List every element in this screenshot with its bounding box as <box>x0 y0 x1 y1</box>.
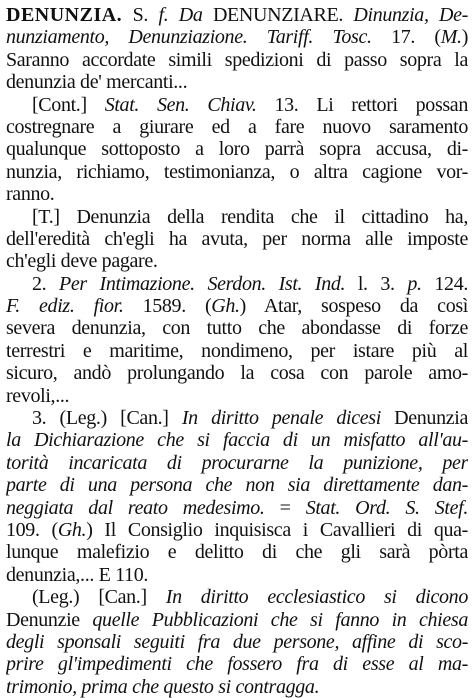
italic-text: degli sponsali seguiti fra due persone, affine di sco- <box>6 630 468 653</box>
roman-text: Denunzia <box>380 407 468 430</box>
headword: DENUNZIA. <box>6 4 123 26</box>
italic-text: Stat. Sen. Chiav. <box>104 93 257 116</box>
roman-text: Denunzie <box>6 608 93 631</box>
entry-line <box>6 71 468 93</box>
italic-text: prire gl'impedimenti che fossero fra di esse al ma- <box>6 653 468 676</box>
roman-text: sicuro, andò prolungando la cosa con parole amo- <box>6 362 468 385</box>
roman-text: denunzia de' mercanti... <box>6 71 188 94</box>
italic-text: trimonio, prima che questo si <box>6 675 231 698</box>
roman-text: S. <box>122 4 159 26</box>
entry-line <box>6 519 468 541</box>
roman-text: terrestri e maritime, nondimeno, per istare più al <box>6 339 468 362</box>
entry-line <box>6 474 468 496</box>
italic-text: p. <box>407 272 422 295</box>
italic-text: Gh. <box>211 295 240 318</box>
roman-text: ) Il Consiglio inquisisca i Cavallieri di qua- <box>86 518 468 541</box>
dictionary-entry-denunzia <box>6 4 468 698</box>
roman-text: qualunque sottoposto a loro parrà sopra accusa, di- <box>6 138 468 161</box>
italic-text: parte di una persona che non sia direttamente dan- <box>6 474 468 497</box>
italic-text: Gh. <box>57 518 87 541</box>
roman-text: lunque malefizio e delitto di che gli sarà pòrta <box>6 541 468 564</box>
entry-line <box>6 541 468 563</box>
italic-text: Dinunzia, De- <box>353 4 468 26</box>
roman-text: (Leg.) [Can.] <box>32 586 166 609</box>
italic-text: F. ediz. fior. <box>6 295 124 318</box>
entry-line <box>6 26 468 48</box>
entry-line <box>6 295 468 317</box>
italic-text: quelle Pubblicazioni che si fanno in chiesa <box>92 608 468 631</box>
italic-text: In diritto penale dicesi <box>181 407 381 430</box>
roman-text: 2. <box>32 272 59 295</box>
entry-line <box>6 385 468 407</box>
entry-line <box>6 228 468 250</box>
entry-line <box>6 94 468 116</box>
italic-text: Per Intimazione. Serdon. Ist. Ind. <box>59 272 346 295</box>
roman-text: denunzia,... E 110. <box>6 563 149 586</box>
italic-text: neggiata dal reato medesimo. <box>6 496 265 519</box>
entry-line <box>6 49 468 71</box>
roman-text: DENUNZIARE. <box>202 4 354 26</box>
entry-line <box>6 340 468 362</box>
roman-text: [Cont.] <box>32 93 105 116</box>
roman-text: ) <box>461 26 468 49</box>
roman-text: 1589. ( <box>123 295 212 318</box>
italic-text: torità incaricata di procurarne la punizione, per <box>6 451 468 474</box>
entry-line <box>6 273 468 295</box>
roman-text: 109. ( <box>6 518 58 541</box>
roman-text: dell'eredità ch'egli ha avuta, per norma alle imposte <box>6 227 468 250</box>
roman-text: 17. ( <box>371 26 441 49</box>
roman-text: = <box>264 496 306 519</box>
entry-line <box>6 317 468 339</box>
entry-line <box>6 250 468 272</box>
italic-text: contragga. <box>235 675 320 698</box>
entry-line <box>6 497 468 519</box>
roman-text: 13. Li rettori possan <box>256 93 468 116</box>
entry-line <box>6 564 468 586</box>
italic-text: nunziamento, Denunziazione. Tariff. Tosc. <box>6 26 372 49</box>
roman-text: 124. <box>421 272 468 295</box>
roman-text: l. 3. <box>345 272 408 295</box>
entry-line <box>6 653 468 675</box>
entry-line <box>6 161 468 183</box>
roman-text: [T.] Denunzia della rendita che il cittadino ha, <box>32 205 468 228</box>
italic-text: Stat. Ord. S. Stef. <box>305 496 468 519</box>
italic-text: In diritto ecclesiastico si dicono <box>165 586 468 609</box>
roman-text: 3. (Leg.) [Can.] <box>32 407 182 430</box>
entry-line <box>6 206 468 228</box>
italic-text: f. Da <box>158 4 203 26</box>
entry-line <box>6 631 468 653</box>
roman-text: severa denunzia, con tutto che abondasse di forze <box>6 317 468 340</box>
entry-line <box>6 609 468 631</box>
entry-line <box>6 452 468 474</box>
entry-line <box>6 362 468 384</box>
roman-text: ranno. <box>6 183 55 206</box>
roman-text: revoli,... <box>6 384 70 407</box>
entry-line <box>6 407 468 429</box>
entry-line <box>6 183 468 205</box>
roman-text: costregnare a giurare ed a fare nuovo saramento <box>6 115 468 138</box>
roman-text: Saranno accordate simili spedizioni di passo sopra la <box>6 48 468 71</box>
entry-line <box>6 4 468 26</box>
roman-text: nunzia, richiamo, testimonianza, o altra cagione vor- <box>6 160 468 183</box>
roman-text: ch'egli deve pagare. <box>6 250 158 273</box>
italic-text: M. <box>440 26 462 49</box>
italic-text: la Dichiarazione che si faccia di un misfatto all'au- <box>6 429 468 452</box>
entry-line <box>6 676 468 698</box>
roman-text: ) Atar, sospeso da così <box>239 295 468 318</box>
entry-line <box>6 138 468 160</box>
entry-line <box>6 429 468 451</box>
entry-line <box>6 586 468 608</box>
entry-line <box>6 116 468 138</box>
